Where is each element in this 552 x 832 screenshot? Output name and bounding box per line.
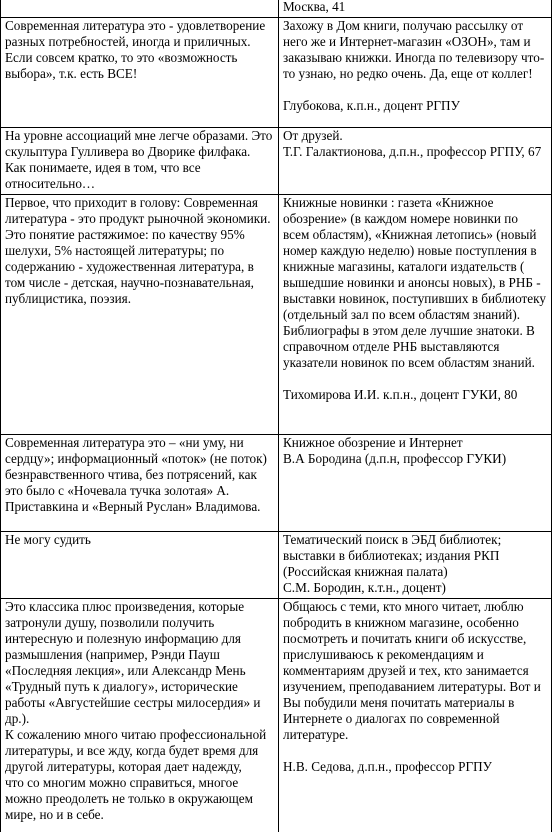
cell-text: Первое, что приходит в голову: Современная литература - это продукт рыночной экономики. Это понятие растяжимое: по качеству 95% шелухи, 5% настоящей литературы; по содержанию - художественная литература, в том числе - детская, научно-познавательная, публицистика, поэзия. xyxy=(5,195,271,306)
cell-text: От друзей. xyxy=(283,128,343,143)
table-row xyxy=(1,195,552,435)
right-cell xyxy=(279,599,552,832)
cell-text: Москва, 41 xyxy=(283,0,346,14)
right-cell xyxy=(279,0,552,18)
left-cell xyxy=(1,0,279,18)
left-cell xyxy=(1,599,279,832)
cell-text: Тематический поиск в ЭБД библиотек; выставки в библиотеках; издания РКП (Российская книжная палата) xyxy=(283,532,502,579)
signature: Тихомирова И.И. к.п.н., доцент ГУКИ, 80 xyxy=(283,387,518,402)
cell-text: Книжное обозрение и Интернет xyxy=(283,435,463,450)
table-row xyxy=(1,18,552,128)
cell-text: На уровне ассоциаций мне легче образами. Это скульптура Гулливера во Дворике филфака. Как понимаете, идея в том, что все относительно… xyxy=(5,128,273,191)
table-row xyxy=(1,599,552,832)
table-row xyxy=(1,435,552,532)
cell-text: Современная литература это - удовлетворение разных потребностей, иногда и приличных. Если совсем кратко, то это «возможность выбора», т.к. есть ВСЕ! xyxy=(5,18,266,81)
signature: В.А Бородина (д.п.н, профессор ГУКИ) xyxy=(283,451,507,466)
right-cell xyxy=(279,532,552,599)
cell-text: Не могу судить xyxy=(5,532,91,547)
left-cell xyxy=(1,128,279,195)
cell-text: Общаюсь с теми, кто много читает, люблю побродить в книжном магазине, особенно посмотреть и почитать книги об искусстве, прислушиваюсь к рекомендациям и комментариям друзей и тех, кто занимается изучением, преподаванием литературы. Вот и Вы побудили меня почитать материалы в Интернете о диалогах по современной литературе. xyxy=(283,599,541,742)
signature: Т.Г. Галактионова, д.п.н., профессор РГПУ, 67 xyxy=(283,144,542,159)
cell-text: Книжные новинки : газета «Книжное обозрение» (в каждом номере новинки по всем областям), «Книжная летопись» (новый номер каждую неделю) новые поступления в книжные магазины, каталоги издательств ( вышедшие новинки и анонсы новых), в РНБ - выставки новинок, поступивших в библиотеку (отдельный зал по всем областям знаний). xyxy=(283,195,546,322)
table-row xyxy=(1,532,552,599)
left-cell xyxy=(1,195,279,435)
right-cell xyxy=(279,18,552,128)
cell-text: что со многим можно справиться, многое можно преодолеть не только в окружающем мире, но и в себе. xyxy=(5,775,253,822)
left-cell xyxy=(1,18,279,128)
left-cell xyxy=(1,532,279,599)
right-cell xyxy=(279,195,552,435)
cell-text: К сожалению много читаю профессиональной литературы, и все жду, когда будет время для другой литературы, которая дает надежду, xyxy=(5,727,267,774)
cell-text: Библиографы в этом деле лучшие знатоки. В справочном отделе РНБ выставляются указатели новинок по всем областям знаний. xyxy=(283,323,535,370)
signature: Н.В. Седова, д.п.н., профессор РГПУ xyxy=(283,759,492,774)
table-row xyxy=(1,0,552,18)
left-cell xyxy=(1,435,279,532)
cell-text: Современная литература это – «ни уму, ни сердцу»; информационный «поток» (не поток) безнравственного чтива, без потрясений, как это было с «Ночевала тучка золотая» А. Приставкина и «Верный Руслан» Владимова. xyxy=(5,435,267,514)
table-row xyxy=(1,128,552,195)
right-cell xyxy=(279,435,552,532)
cell-text: Захожу в Дом книги, получаю рассылку от него же и Интернет-магазин «ОЗОН», там и заказываю книжки. Иногда по телевизору что-то узнаю, но редко очень. Да, еще от коллег! xyxy=(283,18,545,81)
signature: С.М. Бородин, к.т.н., доцент) xyxy=(283,580,446,595)
signature: Глубокова, к.п.н., доцент РГПУ xyxy=(283,98,460,113)
right-cell xyxy=(279,128,552,195)
cell-text: Это классика плюс произведения, которые затронули душу, позволили получить интересную и полезную информацию для размышления (например, Рэнди Пауш «Последняя лекция», или Александр Мень «Трудный путь к диалогу», исторические работы «Августейшие сестры милосердия» и др.). xyxy=(5,599,261,726)
